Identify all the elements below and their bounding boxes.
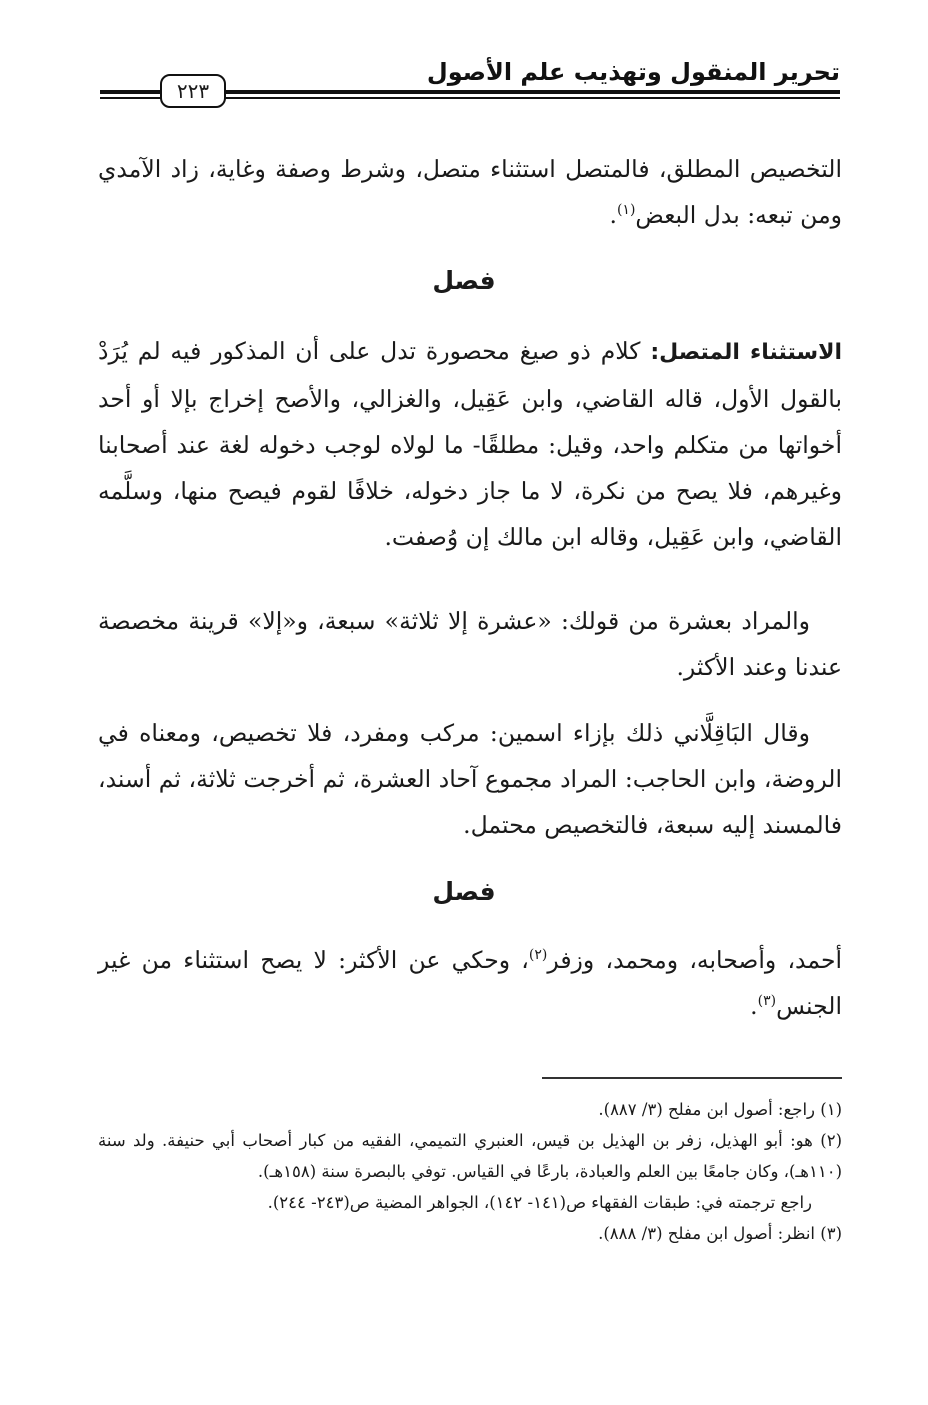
footnotes — [98, 1094, 842, 1249]
section-title-2: فصل — [432, 877, 496, 906]
paragraph-5 — [98, 937, 842, 1029]
footnote-1: (١) راجع: أصول ابن مفلح (٣/ ٨٨٧). — [598, 1100, 842, 1119]
paragraph-1-end: . — [609, 201, 617, 229]
paragraph-2-text — [98, 328, 842, 560]
term-muttasil: الاستثناء المتصل: — [650, 340, 842, 365]
footnote-ref-2: (٢) — [528, 947, 548, 964]
footnote-separator — [542, 1077, 842, 1079]
paragraph-4-text: وقال البَاقِلَّاني ذلك بإزاء اسمين: مركب ومفرد، فلا تخصيص، ومعناه في الروضة، وابن الحاجب: المراد مجموع آحاد العشرة، ثم أخرجت ثلاثة، ثم أسند، فالمسند إليه سبعة، فالتخصيص محتمل. — [98, 719, 842, 839]
paragraph-2 — [98, 328, 842, 560]
paragraph-3 — [98, 598, 842, 690]
footnote-2: (٢) هو: أبو الهذيل، زفر بن الهذيل بن قيس، العنبري التميمي، الفقيه من كبار أصحاب أبي حنيفة. ولد سنة (١١٠هـ)، وكان جامعًا بين العلم والعبادة، بارعًا في القياس. توفي بالبصرة سنة (١٥٨هـ). — [98, 1131, 842, 1181]
page-number: ٢٢٣ — [160, 74, 226, 108]
paragraph-1 — [98, 146, 842, 238]
footnote-ref-1: (١) — [616, 202, 636, 219]
paragraph-5-end: . — [750, 992, 758, 1020]
paragraph-5-body-b: ، وحكي عن الأكثر: لا يصح استثناء من غير الجنس — [98, 946, 842, 1020]
running-title: تحرير المنقول وتهذيب علم الأصول — [426, 58, 840, 86]
footnote-2-continuation: راجع ترجمته في: طبقات الفقهاء ص(١٤١- ١٤٢)، الجواهر المضية ص(٢٤٣- ٢٤٤). — [267, 1193, 812, 1212]
footnote-ref-3: (٣) — [757, 993, 777, 1010]
paragraph-5-text — [98, 937, 842, 1029]
paragraph-3-text: والمراد بعشرة من قولك: «عشرة إلا ثلاثة» سبعة، و«إلا» قرينة مخصصة عندنا وعند الأكثر. — [98, 607, 842, 681]
paragraph-4 — [98, 710, 842, 848]
paragraph-2-body: كلام ذو صيغ محصورة تدل على أن المذكور فيه لم يُرَدْ بالقول الأول، قاله القاضي، وابن عَقِيل، والغزالي، والأصح إخراج بإلا أو أحد أخواتها من متكلم واحد، وقيل: مطلقًا- ما لولاه لوجب دخوله لغة عند أصحابنا وغيرهم، فلا يصح من نكرة، لا ما جاز دخوله، خلافًا لقوم فيصح منها، وسلَّمه القاضي، وابن عَقِيل، وقاله ابن مالك إن وُصفت. — [98, 337, 842, 551]
paragraph-1-body: التخصيص المطلق، فالمتصل استثناء متصل، وشرط وصفة وغاية، زاد الآمدي ومن تبعه: بدل البعض — [98, 155, 842, 229]
section-title-1: فصل — [432, 266, 496, 295]
paragraph-5-body-a: أحمد، وأصحابه، ومحمد، وزفر — [547, 946, 843, 974]
paragraph-1-text — [98, 146, 842, 238]
footnote-3: (٣) انظر: أصول ابن مفلح (٣/ ٨٨٨). — [598, 1224, 842, 1243]
